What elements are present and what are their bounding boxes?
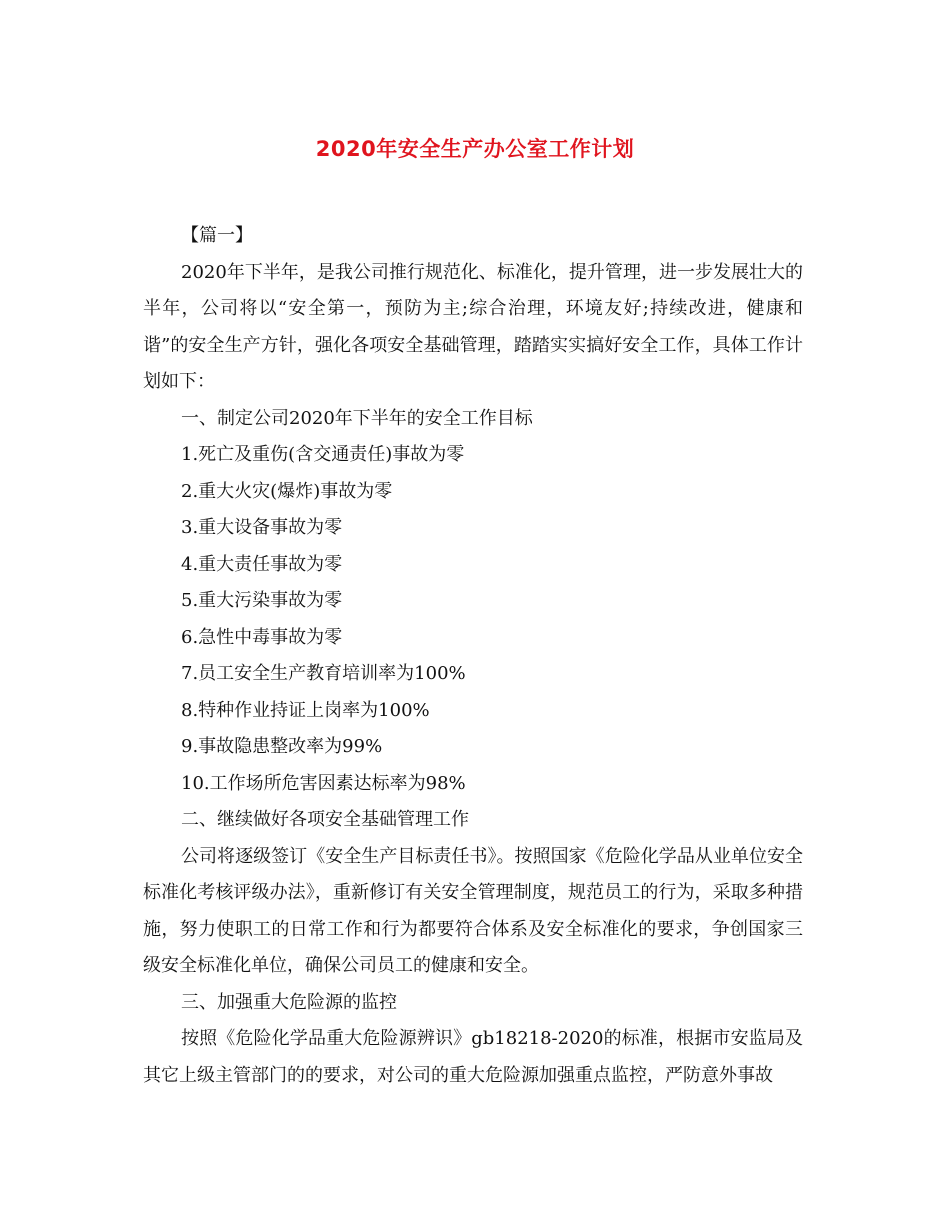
heading-basic-management: 二、继续做好各项安全基础管理工作	[181, 809, 469, 830]
goal-item: 3.重大设备事故为零	[181, 517, 343, 538]
intro-paragraph: 2020年下半年，是我公司推行规范化、标准化，提升管理，进一步发展壮大的半年，公司将以“安全第一，预防为主;综合治理，环境友好;持续改进，健康和谐”的安全生产方针，强化各项安全基础管理，踏踏实实搞好安全工作，具体工作计划如下：	[143, 261, 803, 392]
heading-hazard-monitoring: 三、加强重大危险源的监控	[181, 991, 397, 1013]
goal-item: 9.事故隐患整改率为99%	[181, 736, 383, 757]
goal-item: 1.死亡及重伤(含交通责任)事故为零	[181, 444, 465, 465]
section-label: 【篇一】	[181, 225, 253, 246]
goal-item: 7.员工安全生产教育培训率为100%	[181, 663, 466, 684]
goal-item: 8.特种作业持证上岗率为100%	[181, 699, 430, 721]
goal-item: 5.重大污染事故为零	[181, 590, 343, 611]
hazard-paragraph: 按照《危险化学品重大危险源辨识》gb18218-2020的标准，根据市安监局及其它上级主管部门的的要求，对公司的重大危险源加强重点监控，严防意外事故	[143, 1028, 803, 1086]
goal-item: 2.重大火灾(爆炸)事故为零	[181, 480, 393, 502]
goal-item: 6.急性中毒事故为零	[181, 626, 343, 648]
document-title: 2020年安全生产办公室工作计划	[315, 137, 635, 161]
document-body	[143, 218, 803, 1094]
management-paragraph: 公司将逐级签订《安全生产目标责任书》。按照国家《危险化学品从业单位安全标准化考核评级办法》，重新修订有关安全管理制度，规范员工的行为，采取多种措施，努力使职工的日常工作和行为都要符合体系及安全标准化的要求，争创国家三级安全标准化单位，确保公司员工的健康和安全。	[143, 845, 803, 976]
goal-item: 4.重大责任事故为零	[181, 553, 343, 575]
heading-goals: 一、制定公司2020年下半年的安全工作目标	[181, 407, 533, 429]
goal-item: 10.工作场所危害因素达标率为98%	[181, 772, 466, 794]
